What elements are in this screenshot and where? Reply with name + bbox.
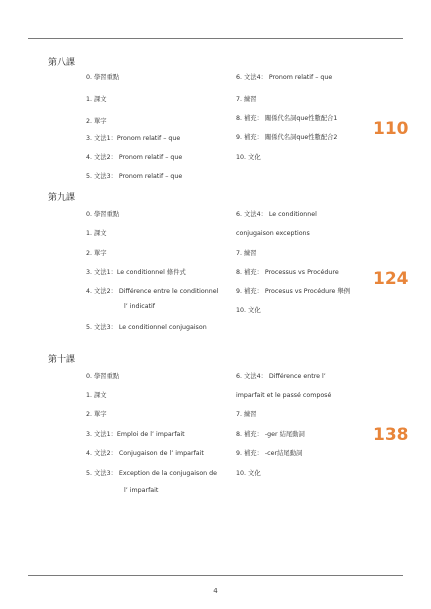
toc-item[interactable]: 1. 課文 [86, 96, 107, 103]
lesson-page-number[interactable]: 138 [373, 425, 409, 445]
toc-item[interactable]: 0. 學習重點 [86, 74, 120, 81]
toc-item-continuation[interactable]: l’ imparfait [124, 487, 159, 494]
toc-item-continuation[interactable]: l’ indicatif [124, 303, 155, 310]
lesson-title: 第九課 [48, 193, 76, 203]
toc-item[interactable]: 3. 文法1：Emploi de l’ imparfait [86, 431, 185, 438]
toc-item[interactable]: 1. 課文 [86, 392, 107, 399]
toc-item[interactable]: 2. 單字 [86, 411, 107, 418]
toc-item[interactable]: 6. 文法4： Différence entre l’ [236, 373, 326, 380]
toc-item[interactable]: 5. 文法3： Pronom relatif – que [86, 173, 183, 180]
toc-item[interactable]: 7. 練習 [236, 411, 257, 418]
toc-item[interactable]: 4. 文法2： Différence entre le conditionnel [86, 288, 219, 295]
toc-item-continuation[interactable]: imparfait et le passé composé [236, 392, 332, 399]
page-number: 4 [213, 587, 218, 595]
top-rule [28, 38, 403, 39]
toc-item[interactable]: 3. 文法1：Pronom relatif – que [86, 135, 181, 142]
toc-item[interactable]: 5. 文法3： Le conditionnel conjugaison [86, 324, 207, 331]
toc-item[interactable]: 8. 補充： 關係代名詞que性數配合1 [236, 115, 338, 122]
toc-item[interactable]: 10. 文化 [236, 154, 261, 161]
toc-item[interactable]: 6. 文法4： Pronom relatif – que [236, 74, 333, 81]
toc-item[interactable]: 0. 學習重點 [86, 373, 120, 380]
toc-item[interactable]: 10. 文化 [236, 307, 261, 314]
toc-item[interactable]: 2. 單字 [86, 118, 107, 125]
toc-item[interactable]: 6. 文法4： Le conditionnel [236, 211, 317, 218]
toc-item[interactable]: 10. 文化 [236, 470, 261, 477]
toc-item-continuation[interactable]: conjugaison exceptions [236, 230, 310, 237]
toc-item[interactable]: 8. 補充： -ger 結尾動詞 [236, 431, 305, 438]
lesson-title: 第八課 [48, 58, 76, 68]
toc-item[interactable]: 8. 補充： Processus vs Procédure [236, 269, 339, 276]
toc-item[interactable]: 0. 學習重點 [86, 211, 120, 218]
toc-item[interactable]: 7. 練習 [236, 250, 257, 257]
toc-item[interactable]: 1. 課文 [86, 230, 107, 237]
toc-item[interactable]: 2. 單字 [86, 250, 107, 257]
toc-item[interactable]: 5. 文法3： Exception de la conjugaison de [86, 470, 218, 477]
toc-item[interactable]: 9. 補充： Procesus vs Procédure 舉例 [236, 288, 351, 295]
bottom-rule [28, 575, 403, 576]
toc-item[interactable]: 9. 補充： 關係代名詞que性數配合2 [236, 134, 338, 141]
toc-item[interactable]: 3. 文法1：Le conditionnel 條件式 [86, 269, 186, 276]
toc-item[interactable]: 7. 練習 [236, 96, 257, 103]
lesson-page-number[interactable]: 124 [373, 269, 409, 289]
toc-item[interactable]: 4. 文法2： Pronom relatif – que [86, 154, 183, 161]
lesson-page-number[interactable]: 110 [373, 119, 409, 139]
lesson-title: 第十課 [48, 355, 76, 365]
toc-item[interactable]: 4. 文法2： Conjugaison de l’ imparfait [86, 450, 204, 457]
toc-item[interactable]: 9. 補充： -cer結尾動詞 [236, 450, 303, 457]
